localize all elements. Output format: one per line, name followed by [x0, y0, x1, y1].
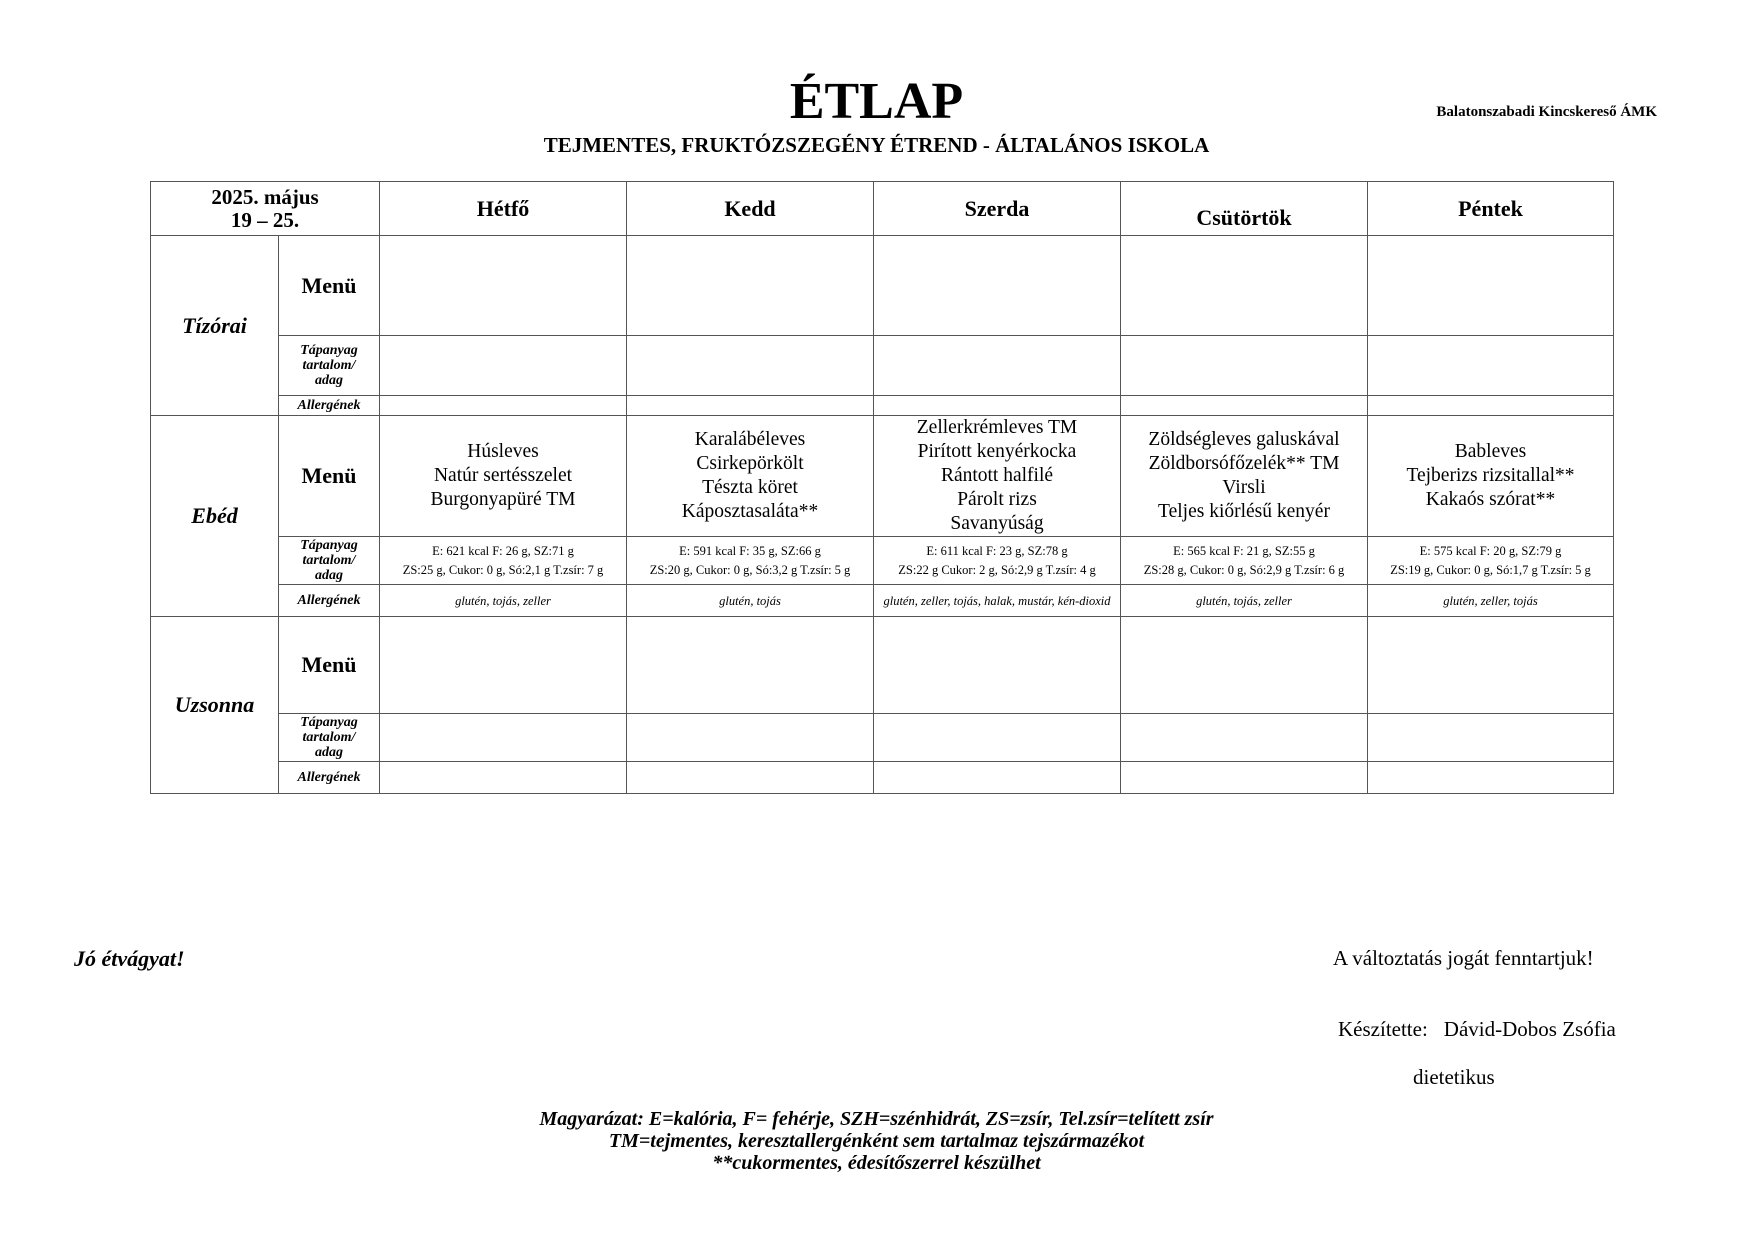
allergen-cell-tuesday: glutén, tojás — [627, 585, 874, 617]
dish-item: Teljes kiőrlésű kenyér — [1158, 501, 1330, 522]
allergen-cell-wednesday: glutén, zeller, tojás, halak, mustár, kén-dioxid — [874, 585, 1121, 617]
legend-line-abbreviations: Magyarázat: E=kalória, F= fehérje, SZH=szénhidrát, ZS=zsír, Tel.zsír=telített zsír — [539, 1108, 1214, 1130]
greeting: Jó étvágyat! — [74, 946, 185, 971]
dish-item: Virsli — [1222, 477, 1266, 498]
day-header-monday: Hétfő — [380, 182, 627, 236]
row-label-nutrition-line: Tápanyag — [300, 538, 358, 553]
tizorai-allergen-row — [151, 396, 1614, 416]
dish-item: Zöldségleves galuskával — [1148, 429, 1340, 450]
menu-cell-friday — [1368, 416, 1614, 537]
menu-cell-tuesday — [627, 236, 874, 336]
ebed-menu-row — [151, 416, 1614, 537]
legend-line-sugar-free: **cukormentes, édesítőszerrel készülhet — [712, 1152, 1041, 1174]
uzsonna-nutrition-row — [151, 714, 1614, 762]
prepared-by-name: Dávid-Dobos Zsófia — [1443, 1017, 1616, 1041]
allergen-cell-wednesday — [874, 762, 1121, 794]
row-label-allergens: Allergének — [279, 762, 380, 794]
row-label-menu: Menü — [279, 617, 380, 714]
menu-cell-thursday — [1121, 416, 1368, 537]
nutrition-cell-thursday — [1121, 336, 1368, 396]
row-label-nutrition-line: adag — [315, 373, 343, 388]
allergen-cell-monday — [380, 762, 627, 794]
meal-name: Tízórai — [151, 236, 279, 416]
ebed-nutrition-row — [151, 537, 1614, 585]
prepared-by — [1338, 1017, 1616, 1042]
day-header-tuesday: Kedd — [627, 182, 874, 236]
row-label-nutrition-line: tartalom/ — [302, 358, 356, 373]
nutrition-cell-tuesday — [627, 537, 874, 585]
row-label-nutrition-line: adag — [315, 568, 343, 583]
dish-item: Zöldborsófőzelék** TM — [1148, 453, 1340, 474]
dish-item: Húsleves — [467, 441, 539, 462]
dish-item: Bableves — [1454, 441, 1527, 462]
nutrition-line: ZS:19 g, Cukor: 0 g, Só:1,7 g T.zsír: 5 g — [1390, 562, 1591, 577]
allergen-cell-monday: glutén, tojás, zeller — [380, 585, 627, 617]
menu-cell-wednesday — [874, 416, 1121, 537]
menu-cell-wednesday — [874, 236, 1121, 336]
menu-cell-thursday — [1121, 617, 1368, 714]
allergen-cell-friday — [1368, 762, 1614, 794]
dish-item: Karalábéleves — [694, 429, 806, 450]
dish-item: Rántott halfilé — [940, 465, 1054, 486]
menu-cell-friday — [1368, 617, 1614, 714]
header-row — [151, 182, 1614, 236]
date-range-days: 19 – 25. — [230, 207, 300, 232]
row-label-nutrition-line: adag — [315, 745, 343, 760]
nutrition-cell-friday — [1368, 537, 1614, 585]
nutrition-cell-tuesday — [627, 336, 874, 396]
allergen-cell-thursday: glutén, tojás, zeller — [1121, 585, 1368, 617]
nutrition-line: ZS:25 g, Cukor: 0 g, Só:2,1 g T.zsír: 7 g — [402, 562, 604, 577]
page-title: ÉTLAP — [789, 73, 964, 130]
menu-cell-thursday — [1121, 236, 1368, 336]
dish-item: Káposztasaláta** — [681, 501, 819, 522]
disclaimer: A változtatás jogát fenntartjuk! — [1333, 946, 1594, 970]
dish-item: Párolt rizs — [957, 489, 1037, 510]
tizorai-menu-row — [151, 236, 1614, 336]
menu-table-body — [151, 236, 1614, 794]
nutrition-cell-wednesday — [874, 537, 1121, 585]
nutrition-cell-monday — [380, 537, 627, 585]
prepared-by-label: Készítette: — [1338, 1017, 1428, 1041]
row-label-nutrition-line: tartalom/ — [302, 553, 356, 568]
nutrition-cell-tuesday — [627, 714, 874, 762]
menu-cell-tuesday — [627, 416, 874, 537]
row-label-allergens: Allergének — [279, 396, 380, 416]
allergen-cell-wednesday — [874, 396, 1121, 416]
meal-name: Uzsonna — [151, 617, 279, 794]
dish-item: Zellerkrémleves TM — [916, 417, 1078, 438]
allergen-cell-thursday — [1121, 762, 1368, 794]
dish-item: Tejberizs rizsitallal** — [1406, 465, 1575, 486]
allergen-cell-tuesday — [627, 762, 874, 794]
tizorai-nutrition-row — [151, 336, 1614, 396]
day-header-wednesday: Szerda — [874, 182, 1121, 236]
date-range-cell — [151, 182, 380, 236]
nutrition-cell-wednesday — [874, 336, 1121, 396]
nutrition-cell-thursday — [1121, 537, 1368, 585]
organization-name: Balatonszabadi Kincskereső ÁMK — [1436, 104, 1657, 120]
row-label-menu: Menü — [279, 416, 380, 537]
day-header-thursday: Csütörtök — [1121, 182, 1368, 236]
uzsonna-menu-row — [151, 617, 1614, 714]
page-subtitle: TEJMENTES, FRUKTÓZSZEGÉNY ÉTREND - ÁLTALÁNOS ISKOLA — [543, 133, 1210, 157]
meal-name: Ebéd — [151, 416, 279, 617]
row-label-nutrition-line: Tápanyag — [300, 715, 358, 730]
nutrition-cell-monday — [380, 336, 627, 396]
dish-item: Csirkepörkölt — [696, 453, 804, 474]
legend-line-dairy-free: TM=tejmentes, keresztallergénként sem tartalmaz tejszármazékot — [608, 1130, 1145, 1152]
nutrition-line: E: 565 kcal F: 21 g, SZ:55 g — [1173, 543, 1315, 558]
menu-cell-wednesday — [874, 617, 1121, 714]
nutrition-line: E: 621 kcal F: 26 g, SZ:71 g — [432, 543, 574, 558]
row-label-nutrition-line: Tápanyag — [300, 343, 358, 358]
menu-cell-monday — [380, 617, 627, 714]
allergen-cell-friday: glutén, zeller, tojás — [1368, 585, 1614, 617]
allergen-cell-monday — [380, 396, 627, 416]
nutrition-line: ZS:28 g, Cukor: 0 g, Só:2,9 g T.zsír: 6 g — [1143, 562, 1345, 577]
dish-item: Natúr sertésszelet — [433, 465, 573, 486]
ebed-allergen-row — [151, 585, 1614, 617]
row-label-allergens: Allergének — [279, 585, 380, 617]
nutrition-cell-thursday — [1121, 714, 1368, 762]
dish-item: Pirított kenyérkocka — [917, 441, 1077, 462]
menu-cell-friday — [1368, 236, 1614, 336]
nutrition-line: ZS:22 g Cukor: 2 g, Só:2,9 g T.zsír: 4 g — [898, 562, 1096, 577]
dish-item: Tészta köret — [702, 477, 798, 498]
nutrition-cell-friday — [1368, 336, 1614, 396]
nutrition-cell-friday — [1368, 714, 1614, 762]
menu-cell-tuesday — [627, 617, 874, 714]
day-header-friday: Péntek — [1368, 182, 1614, 236]
row-label-nutrition — [279, 537, 380, 585]
nutrition-line: E: 591 kcal F: 35 g, SZ:66 g — [679, 543, 821, 558]
nutrition-cell-monday — [380, 714, 627, 762]
allergen-cell-thursday — [1121, 396, 1368, 416]
menu-cell-monday — [380, 236, 627, 336]
date-range-month: 2025. május — [211, 184, 319, 209]
allergen-cell-tuesday — [627, 396, 874, 416]
nutrition-cell-wednesday — [874, 714, 1121, 762]
row-label-menu: Menü — [279, 236, 380, 336]
row-label-nutrition — [279, 714, 380, 762]
row-label-nutrition — [279, 336, 380, 396]
row-label-nutrition-line: tartalom/ — [302, 730, 356, 745]
nutrition-line: E: 611 kcal F: 23 g, SZ:78 g — [926, 543, 1068, 558]
dish-item: Burgonyapüré TM — [430, 489, 576, 510]
allergen-cell-friday — [1368, 396, 1614, 416]
menu-cell-monday — [380, 416, 627, 537]
nutrition-line: E: 575 kcal F: 20 g, SZ:79 g — [1419, 543, 1562, 558]
nutrition-line: ZS:20 g, Cukor: 0 g, Só:3,2 g T.zsír: 5 g — [649, 562, 851, 577]
dish-item: Savanyúság — [950, 513, 1044, 534]
dish-item: Kakaós szórat** — [1425, 489, 1556, 510]
uzsonna-allergen-row — [151, 762, 1614, 794]
legend — [0, 1108, 1753, 1174]
prepared-by-role: dietetikus — [1413, 1065, 1495, 1089]
menu-table — [150, 181, 1614, 794]
